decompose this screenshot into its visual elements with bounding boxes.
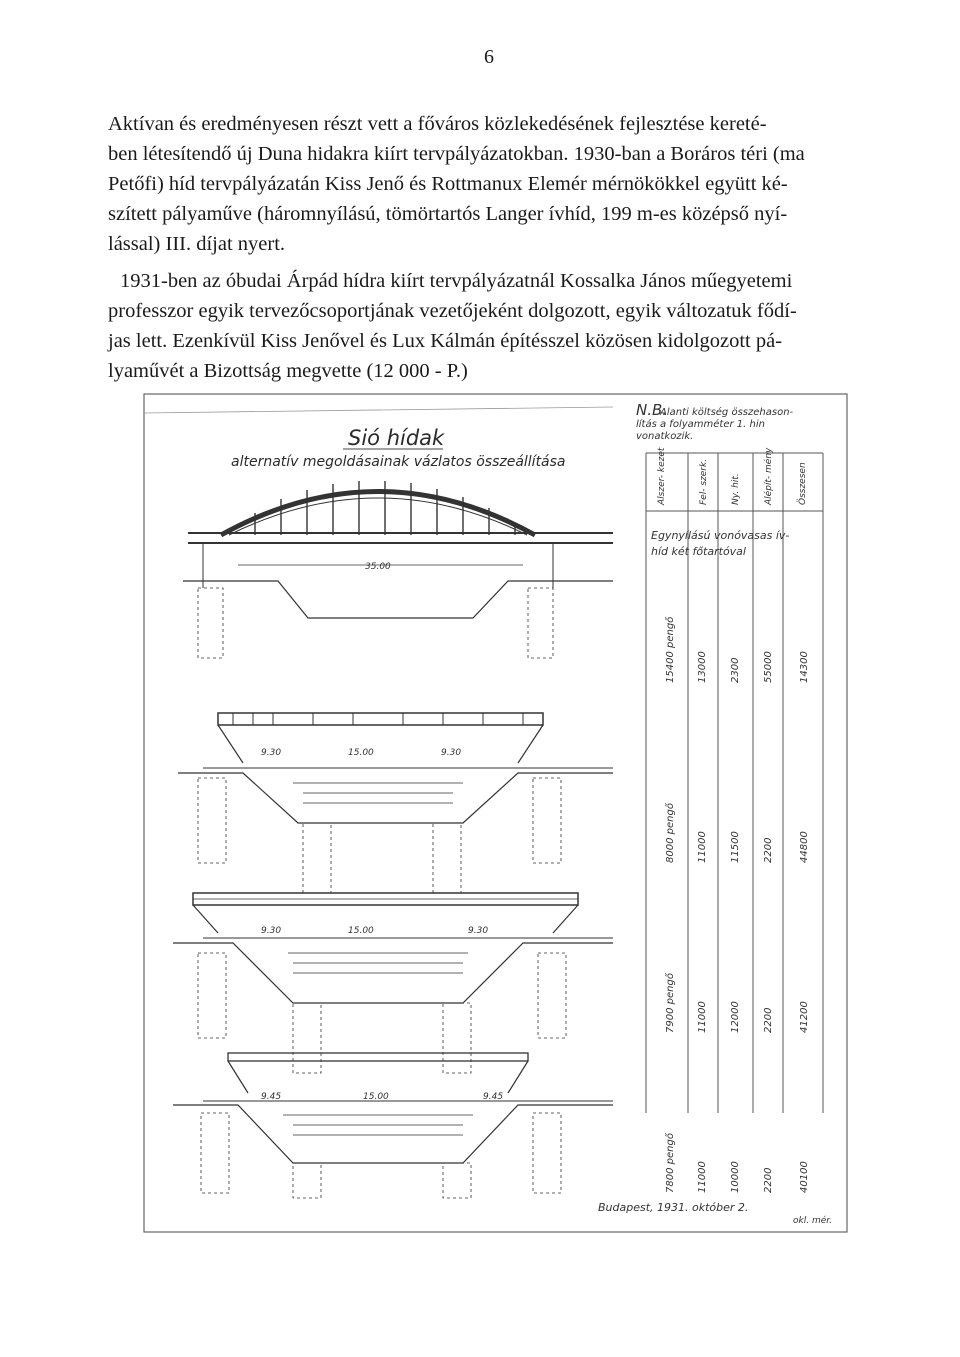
- note-line: Alanti költség összehason-: [660, 407, 794, 418]
- side-label: híd két főtartóval: [651, 545, 746, 558]
- cost-value: 40100: [799, 1161, 810, 1193]
- cost-value: 11000: [697, 1161, 708, 1193]
- span-label: 35.00: [365, 562, 391, 572]
- figure-title: Sió hídak: [348, 426, 445, 450]
- table-header: Alszer- kezet: [657, 447, 667, 505]
- span-label: 9.30: [441, 748, 462, 758]
- cost-value: 11000: [697, 831, 708, 863]
- text-line: szített pályaműve (háromnyílású, tömörtartós Langer ívhíd, 199 m-es középső nyí-: [108, 203, 788, 225]
- cost-value: 11000: [697, 1001, 708, 1033]
- cost-value: 7800 pengő: [665, 1133, 676, 1193]
- signature-place-date: Budapest, 1931. október 2.: [598, 1201, 749, 1214]
- text-line: ben létesítendő új Duna hidakra kiírt tervpályázatokban. 1930-ban a Boráros téri (ma: [108, 143, 805, 165]
- span-label: 9.45: [261, 1092, 282, 1102]
- table-header: Alépít- mény: [764, 447, 774, 505]
- bridge-1-arch: [183, 481, 613, 658]
- bridge-4-beam: [173, 1053, 613, 1198]
- text-line: jas lett. Ezenkívül Kiss Jenővel és Lux Kálmán építésszel közösen kidolgozott pá-: [108, 330, 783, 352]
- span-label: 15.00: [363, 1092, 389, 1102]
- span-label: 9.30: [468, 926, 489, 936]
- span-label: 9.30: [261, 748, 282, 758]
- cost-value: 15400 pengő: [665, 616, 676, 683]
- side-label: Egynyílású vonóvasas ív-: [651, 529, 790, 542]
- bridge-drawing-figure: [143, 393, 848, 1233]
- note-lead: N.B.: [636, 401, 668, 419]
- table-header: Összesen: [798, 462, 808, 505]
- cost-value: 7900 pengő: [665, 973, 676, 1033]
- signature-signer: okl. mér.: [793, 1216, 832, 1226]
- span-label: 15.00: [348, 748, 374, 758]
- cost-value: 12000: [730, 1001, 741, 1033]
- cost-value: 14300: [799, 651, 810, 683]
- cost-value: 2200: [763, 1007, 774, 1033]
- cost-value: 10000: [730, 1161, 741, 1193]
- page-number: 6: [484, 46, 494, 68]
- text-line: 1931-ben az óbudai Árpád hídra kiírt tervpályázatnál Kossalka János műegyetemi: [120, 270, 793, 292]
- paragraph-1: [108, 109, 891, 259]
- text-line: lással) III. díjat nyert.: [108, 233, 286, 255]
- cost-value: 55000: [763, 651, 774, 683]
- cost-value: 44800: [799, 831, 810, 863]
- span-label: 9.30: [261, 926, 282, 936]
- bridge-3-beam: [173, 893, 613, 1073]
- cost-value: 11500: [730, 831, 741, 863]
- cost-value: 13000: [697, 651, 708, 683]
- bridge-2-beam: [178, 713, 613, 893]
- text-line: professzor egyik tervezőcsoportjának vezetőjeként dolgozott, egyik változatuk fődí-: [108, 300, 797, 322]
- cost-value: 2200: [763, 837, 774, 863]
- figure-subtitle: alternatív megoldásainak vázlatos összeállítása: [231, 454, 566, 470]
- text-line: lyaművét a Bizottság megvette (12 000 - P.): [108, 360, 468, 382]
- span-label: 9.45: [483, 1092, 504, 1102]
- span-label: 15.00: [348, 926, 374, 936]
- text-line: Petőfi) híd tervpályázatán Kiss Jenő és Rottmanux Elemér mérnökökkel együtt ké-: [108, 173, 788, 195]
- note-line: lítás a folyamméter 1. hin: [636, 419, 765, 430]
- paragraph-2: [108, 266, 891, 386]
- cost-value: 2200: [763, 1167, 774, 1193]
- note-line: vonatkozik.: [636, 431, 694, 442]
- text-line: Aktívan és eredményesen részt vett a főváros közlekedésének fejlesztése kereté-: [108, 113, 767, 135]
- cost-value: 2300: [730, 657, 741, 683]
- cost-value: 8000 pengő: [665, 803, 676, 863]
- table-header: Fel- szerk.: [699, 458, 709, 505]
- bridge-drawing: [143, 393, 848, 1233]
- table-header: Ny. hit.: [731, 473, 741, 505]
- cost-value: 41200: [799, 1001, 810, 1033]
